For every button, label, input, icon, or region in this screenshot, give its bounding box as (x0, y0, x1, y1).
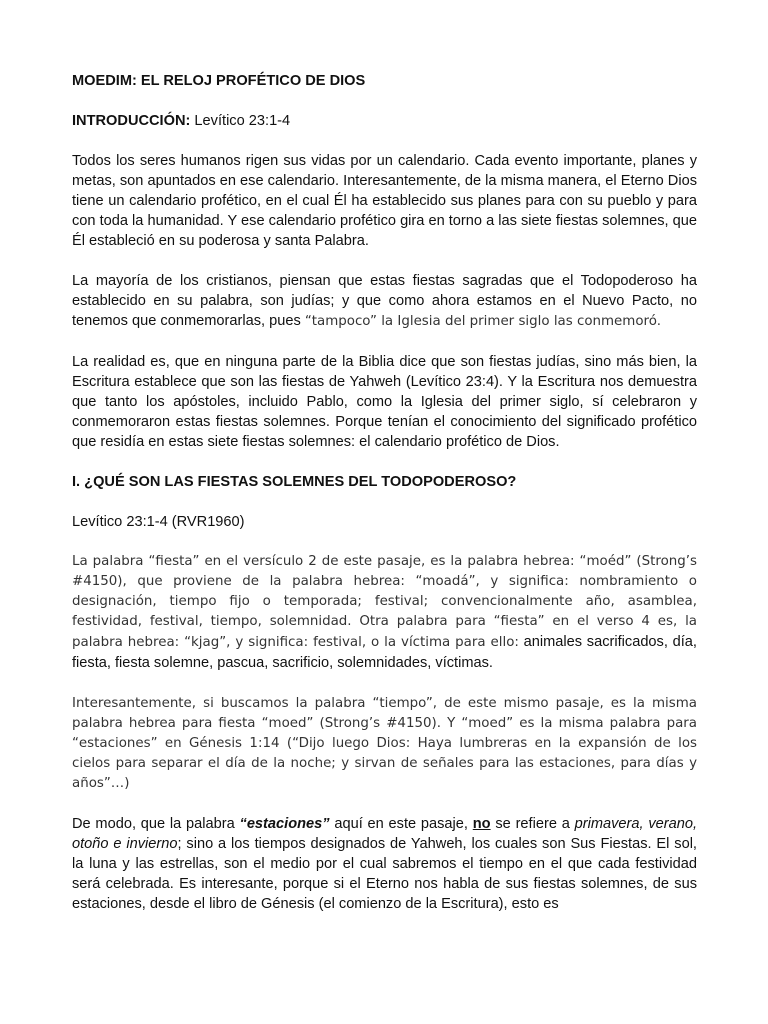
introduction-line (72, 111, 697, 131)
introduction-reference: Levítico 23:1-4 (190, 113, 291, 129)
paragraph-6-text-e: se refiere a (490, 816, 575, 832)
paragraph-4 (72, 552, 697, 674)
no-emphasis: no (472, 816, 491, 832)
paragraph-6-text-a: De modo, que la palabra (72, 816, 240, 832)
paragraph-6-text-c: aquí en este pasaje, (329, 816, 473, 832)
paragraph-4-list: animales sacrificados, día, fiesta, fiesta solemne, pascua, sacrificio, solemnidades, víctimas. (72, 634, 697, 671)
paragraph-2-text: La mayoría de los cristianos, piensan que estas fiestas sagradas que el Todopoderoso ha establecido en su palabra, son judías; y que como ahora estamos en el Nuevo Pacto, no tenemos que conmemorarlas, pues (72, 273, 697, 329)
seasons-italic: primavera, verano, otoño e invierno (72, 816, 698, 852)
paragraph-4-text: La palabra “fiesta” en el versículo 2 de este pasaje, es la palabra hebrea: “moéd” (Strong’s #4150), que proviene de la palabra hebrea: “moadá”, y significa: nombramiento o designación, tiempo fijo o temporada; festival; convencionalmente año, asamblea, festividad, festival, tiempo, solemnidad. Otra palabra para “fiesta” en el verso 4 es, la palabra hebrea: “kjag”, y significa: festival, o la víctima para ello: (72, 554, 697, 650)
section-heading-1: I. ¿QUÉ SON LAS FIESTAS SOLEMNES DEL TODOPODEROSO? (72, 474, 517, 490)
document-title: MOEDIM: EL RELOJ PROFÉTICO DE DIOS (72, 73, 366, 89)
scripture-reference: Levítico 23:1-4 (RVR1960) (72, 514, 245, 530)
paragraph-1: Todos los seres humanos rigen sus vidas por un calendario. Cada evento importante, planes y metas, son apuntados en ese calendario. Interesantemente, de la misma manera, el Eterno Dios tiene un calendario profético, en el cual Él ha establecido sus planes para con su pueblo y para con toda la humanidad. Y ese calendario profético gira en torno a las siete fiestas solemnes, que Él estableció en su poderosa y santa Palabra. (72, 153, 697, 249)
introduction-label: INTRODUCCIÓN: (72, 113, 191, 129)
document-page (72, 71, 697, 934)
estaciones-emphasis: “estaciones” (239, 816, 330, 832)
paragraph-6-text-g: ; sino a los tiempos designados de Yahweh, los cuales son Sus Fiestas. El sol, la luna y las estrellas, son el medio por el cual sabremos el tiempo en el que cada festividad será celebrada. Es interesante, porque si el Eterno nos habla de sus fiestas solemnes, de sus estaciones, desde el libro de Génesis (el comienzo de la Escritura), esto es (72, 836, 697, 912)
paragraph-3: La realidad es, que en ninguna parte de la Biblia dice que son fiestas judías, sino más bien, la Escritura establece que son las fiestas de Yahweh (Levítico 23:4). Y la Escritura nos demuestra que tanto los apóstoles, incluido Pablo, como la Iglesia del primer siglo, sí celebraron y conmemoraron estas fiestas solemnes. Porque tenían el conocimiento del significado profético que residía en estas siete fiestas solemnes: el calendario profético de Dios. (72, 354, 697, 450)
paragraph-2-quote: “tampoco” la Iglesia del primer siglo las conmemoró. (304, 314, 661, 329)
paragraph-2 (72, 271, 697, 332)
paragraph-6 (72, 814, 697, 914)
paragraph-5: Interesantemente, si buscamos la palabra “tiempo”, de este mismo pasaje, es la misma palabra hebrea para fiesta “moed” (Strong’s #4150). Y “moed” es la misma palabra para “estaciones” en Génesis 1:14 (“Dijo luego Dios: Haya lumbreras en la expansión de los cielos para separar el día de la noche; y sirvan de señales para las estaciones, para días y años”…) (72, 696, 697, 791)
